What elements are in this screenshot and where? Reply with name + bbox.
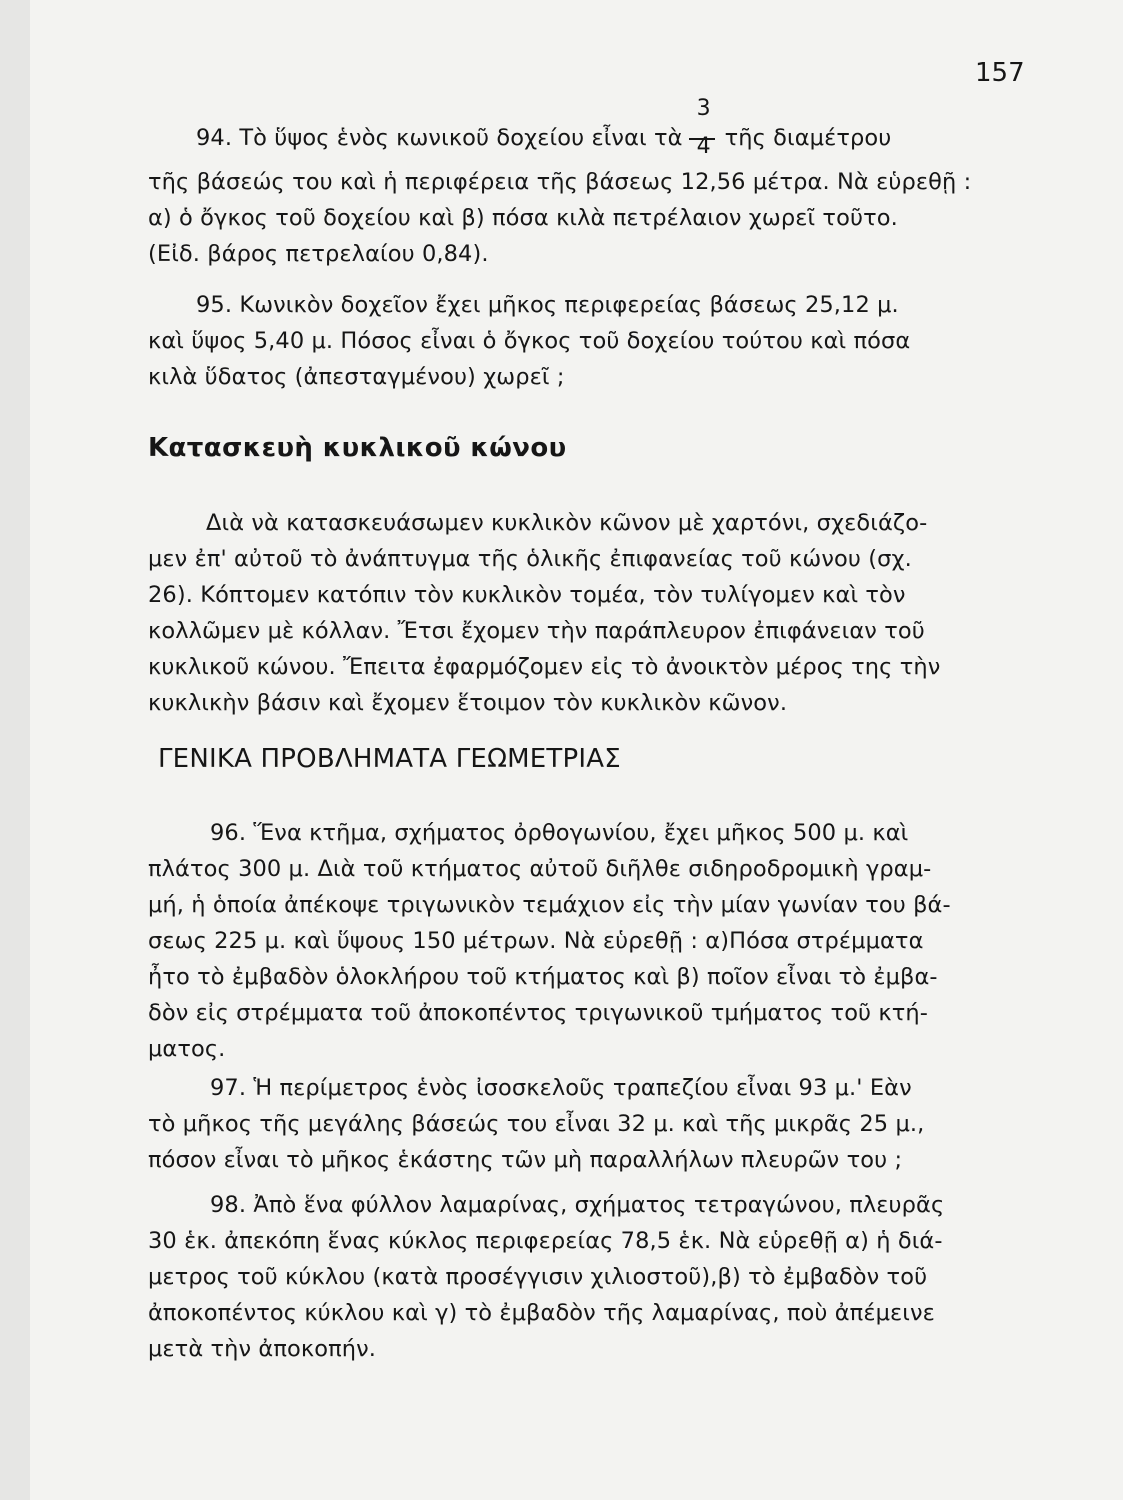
- text-line: 97. Ἡ περίμετρος ἑνὸς ἰσοσκελοῦς τραπεζίου εἶναι 93 μ.' Εὰν: [210, 1075, 912, 1101]
- fraction-denominator: 4: [696, 134, 711, 159]
- section-heading-general: ΓΕΝΙΚΑ ΠΡΟΒΛΗΜΑΤΑ ΓΕΩΜΕΤΡΙΑΣ: [158, 744, 621, 774]
- text-line: 30 ἑκ. ἀπεκόπη ἕνας κύκλος περιφερείας 78,5 ἑκ. Νὰ εὑρεθῇ α) ἡ διά-: [148, 1228, 943, 1254]
- text-line: κολλῶμεν μὲ κόλλαν. Ἔτσι ἔχομεν τὴν παράπλευρον ἐπιφάνειαν τοῦ: [148, 618, 925, 644]
- problem-94-text-start: 94. Τὸ ὕψος ἑνὸς κωνικοῦ δοχείου εἶναι τὰ: [196, 125, 683, 151]
- fraction-three-quarters: [687, 96, 721, 159]
- cone-construction-paragraph: [148, 505, 1023, 721]
- text-line: ἦτο τὸ ἐμβαδὸν ὁλοκλήρου τοῦ κτήματος καὶ β) ποῖον εἶναι τὸ ἐμβα-: [148, 964, 938, 990]
- text-line: 95. Κωνικὸν δοχεῖον ἔχει μῆκος περιφερείας βάσεως 25,12 μ.: [196, 292, 899, 318]
- text-line: 26). Κόπτομεν κατόπιν τὸν κυκλικὸν τομέα, τὸν τυλίγομεν καὶ τὸν: [148, 582, 906, 608]
- text-line: τῆς βάσεώς του καὶ ἡ περιφέρεια τῆς βάσεως 12,56 μέτρα. Νὰ εὑρεθῇ :: [148, 169, 972, 195]
- text-line: 98. Ἀπὸ ἕνα φύλλον λαμαρίνας, σχήματος τετραγώνου, πλευρᾶς: [210, 1192, 945, 1218]
- text-line: κιλὰ ὕδατος (ἀπεσταγμένου) χωρεῖ ;: [148, 364, 565, 390]
- text-line: σεως 225 μ. καὶ ὕψους 150 μέτρων. Νὰ εὑρεθῇ : α)Πόσα στρέμματα: [148, 928, 924, 954]
- text-line: δὸν εἰς στρέμματα τοῦ ἀποκοπέντος τριγωνικοῦ τμήματος τοῦ κτή-: [148, 1000, 929, 1026]
- text-line: κυκλικοῦ κώνου. Ἔπειτα ἐφαρμόζομεν εἰς τὸ ἀνοικτὸν μέρος της τὴν: [148, 654, 941, 680]
- text-line: τὸ μῆκος τῆς μεγάλης βάσεώς του εἶναι 32 μ. καὶ τῆς μικρᾶς 25 μ.,: [148, 1111, 925, 1137]
- page-number: 157: [975, 58, 1025, 88]
- text-line: ματος.: [148, 1036, 226, 1062]
- section-title-cone: Κατασκευὴ κυκλικοῦ κώνου: [148, 433, 567, 463]
- text-line: 96. Ἕνα κτῆμα, σχήματος ὀρθογωνίου, ἔχει μῆκος 500 μ. καὶ: [210, 820, 909, 846]
- text-line: μετὰ τὴν ἀποκοπήν.: [148, 1336, 377, 1362]
- text-line: κυκλικὴν βάσιν καὶ ἔχομεν ἕτοιμον τὸν κυκλικὸν κῶνον.: [148, 690, 788, 716]
- text-line: μεν ἐπ' αὐτοῦ τὸ ἀνάπτυγμα τῆς ὁλικῆς ἐπιφανείας τοῦ κώνου (σχ.: [148, 546, 912, 572]
- problem-98: [148, 1187, 1023, 1367]
- text-line: Διὰ νὰ κατασκευάσωμεν κυκλικὸν κῶνον μὲ χαρτόνι, σχεδιάζο-: [206, 510, 928, 536]
- text-line: μετρος τοῦ κύκλου (κατὰ προσέγγισιν χιλιοστοῦ),β) τὸ ἐμβαδὸν τοῦ: [148, 1264, 928, 1290]
- text-line: α) ὁ ὄγκος τοῦ δοχείου καὶ β) πόσα κιλὰ πετρέλαιον χωρεῖ τοῦτο.: [148, 205, 898, 231]
- problem-96: [148, 815, 1023, 1067]
- text-line: μή, ἡ ὁποία ἀπέκοψε τριγωνικὸν τεμάχιον εἰς τὴν μίαν γωνίαν του βά-: [148, 892, 951, 918]
- problem-94-first-line: [148, 96, 1023, 159]
- fraction-numerator: 3: [696, 96, 711, 121]
- problem-97: [148, 1070, 1023, 1178]
- paper-shadow-left: [0, 0, 30, 1500]
- text-line: πλάτος 300 μ. Διὰ τοῦ κτήματος αὐτοῦ διῆλθε σιδηροδρομικὴ γραμ-: [148, 856, 932, 882]
- text-line: (Εἰδ. βάρος πετρελαίου 0,84).: [148, 241, 489, 267]
- text-line: πόσον εἶναι τὸ μῆκος ἑκάστης τῶν μὴ παραλλήλων πλευρῶν του ;: [148, 1147, 903, 1173]
- text-line: καὶ ὕψος 5,40 μ. Πόσος εἶναι ὁ ὄγκος τοῦ δοχείου τούτου καὶ πόσα: [148, 328, 911, 354]
- problem-95: [148, 287, 1023, 395]
- text-line: ἀποκοπέντος κύκλου καὶ γ) τὸ ἐμβαδὸν τῆς λαμαρίνας, ποὺ ἀπέμεινε: [148, 1300, 935, 1326]
- problem-94: [148, 96, 1023, 272]
- problem-94-text-end: τῆς διαμέτρου: [724, 125, 892, 151]
